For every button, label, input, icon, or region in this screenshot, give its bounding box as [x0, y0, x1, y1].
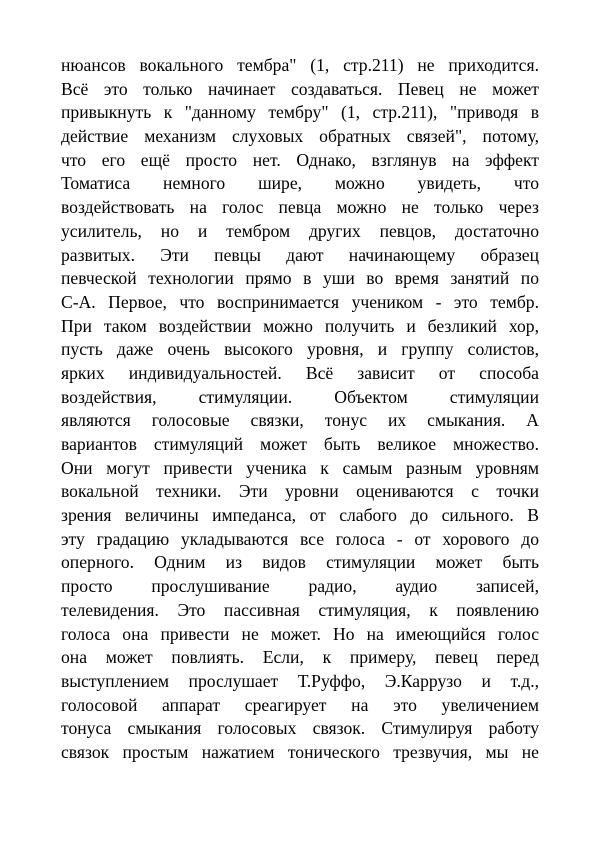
text-line: При таком воздействии можно получить и безликий хор,	[61, 315, 539, 336]
text-line: тонуса смыкания голосовых связок. Стимулируя работу	[61, 718, 539, 739]
text-line: что его ещё просто нет. Однако, взглянув на эффект	[61, 149, 539, 170]
body-text	[61, 54, 539, 765]
text-line: развитых. Эти певцы дают начинающему образец	[61, 244, 539, 265]
text-line: воздействовать на голос певца можно не только через	[61, 197, 539, 218]
text-line: нюансов вокального тембра" (1, стр.211) не приходится.	[61, 55, 539, 75]
text-line: усилитель, но и тембром других певцов, достаточно	[61, 220, 539, 241]
text-line: вокальной техники. Эти уровни оцениваются с точки	[61, 481, 539, 502]
text-line: вариантов стимуляций может быть великое множество.	[61, 434, 539, 454]
text-line: оперного. Одним из видов стимуляции может быть	[61, 552, 539, 573]
text-line: являются голосовые связки, тонус их смыкания. А	[61, 410, 539, 431]
text-line: выступлением прослушает Т.Руффо, Э.Каррузо и т.д.,	[61, 670, 539, 691]
text-line: эту градацию укладываются все голоса - от хорового до	[61, 528, 539, 549]
text-line: связок простым нажатием тонического трезвучия, мы не	[61, 741, 539, 762]
text-line: ярких индивидуальностей. Всё зависит от способа	[61, 362, 539, 383]
text-line: пусть даже очень высокого уровня, и группу солистов,	[61, 339, 539, 360]
text-line: просто прослушивание радио, аудио записей,	[61, 576, 539, 597]
text-line: Всё это только начинает создаваться. Певец не может	[61, 78, 539, 99]
text-line: Томатиса немного шире, можно увидеть, что	[61, 173, 539, 194]
text-line: зрения величины импеданса, от слабого до сильного. В	[61, 505, 539, 526]
text-line: певческой технологии прямо в уши во время занятий по	[61, 268, 539, 289]
text-line: голоса она привести не может. Но на имеющийся голос	[61, 623, 539, 644]
text-line: воздействия, стимуляции. Объектом стимуляции	[61, 386, 539, 407]
text-line: телевидения. Это пассивная стимуляция, к появлению	[61, 599, 539, 620]
text-line: голосовой аппарат среагирует на это увеличением	[61, 694, 539, 715]
text-line: она может повлиять. Если, к примеру, певец перед	[61, 647, 539, 668]
text-line: привыкнуть к "данному тембру" (1, стр.211), "приводя в	[61, 102, 539, 123]
text-line: Они могут привести ученика к самым разным уровням	[61, 457, 539, 478]
text-line: действие механизм слуховых обратных связей", потому,	[61, 126, 539, 147]
text-line: С-А. Первое, что воспринимается учеником - это тембр.	[61, 291, 539, 312]
